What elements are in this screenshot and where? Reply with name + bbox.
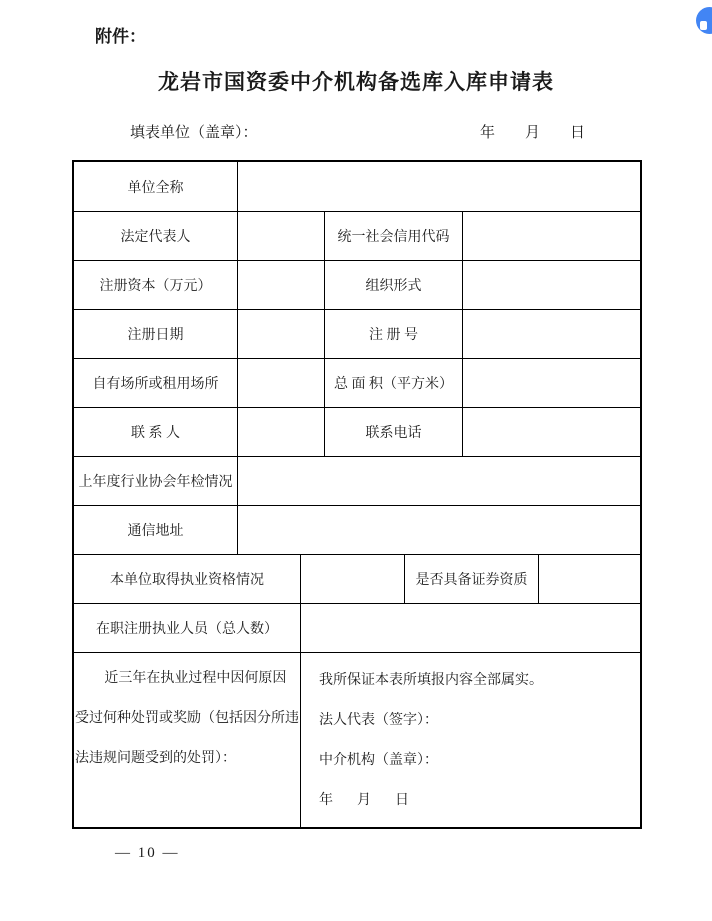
field-value-premises [238,359,325,407]
row-reg-capital [74,261,640,310]
field-label-reg-date: 注册日期 [74,310,238,358]
row-penalty-declaration [74,653,640,827]
field-label-securities-qualification: 是否具备证券资质 [405,555,539,603]
row-premises [74,359,640,408]
page-number: — 10 — [115,845,180,861]
page-title: 龙岩市国资委中介机构备选库入库申请表 [158,70,554,94]
field-label-reg-number: 注 册 号 [325,310,463,358]
year-label: 年 [319,793,333,808]
row-legal-rep [74,212,640,261]
field-label-annual-inspection: 上年度行业协会年检情况 [74,457,238,505]
field-value-reg-number [463,310,640,358]
row-company-name [74,162,640,212]
field-label-contact-person: 联 系 人 [74,408,238,456]
day-label: 日 [569,125,585,141]
declaration-line-truthful: 我所保证本表所填报内容全部属实。 [319,673,543,688]
header-date [480,121,642,142]
row-mailing-address [74,506,640,555]
field-value-company-name [238,162,640,211]
row-qualification [74,555,640,604]
field-label-mailing-address: 通信地址 [74,506,238,554]
field-label-credit-code: 统一社会信用代码 [325,212,463,260]
month-label: 月 [524,125,540,141]
declaration-cell [301,653,640,827]
field-value-total-area [463,359,640,407]
field-label-penalty: 近三年在执业过程中因何原因受过何种处罚或奖励（包括因分所违法违规问题受到的处罚）： [74,653,301,827]
row-contact [74,408,640,457]
field-label-org-form: 组织形式 [325,261,463,309]
field-value-mailing-address [238,506,640,554]
row-registered-staff [74,604,640,653]
field-value-reg-date [238,310,325,358]
field-value-practice-qualification [301,555,405,603]
declaration-date [319,781,640,821]
field-label-premises: 自有场所或租用场所 [74,359,238,407]
field-value-reg-capital [238,261,325,309]
fill-unit-label: 填表单位（盖章）： [130,125,258,141]
field-value-registered-staff [301,604,640,652]
field-label-registered-staff: 在职注册执业人员（总人数） [74,604,301,652]
field-value-org-form [463,261,640,309]
row-reg-date [74,310,640,359]
row-annual-inspection [74,457,640,506]
field-value-legal-rep [238,212,325,260]
field-label-contact-phone: 联系电话 [325,408,463,456]
field-label-company-name: 单位全称 [74,162,238,211]
field-label-total-area: 总 面 积（平方米） [325,359,463,407]
declaration-line-agency-seal: 中介机构（盖章）： [319,753,438,768]
declaration-line-legal-rep-signature: 法人代表（签字）： [319,713,438,728]
attachment-label: 附件： [95,27,146,46]
field-value-annual-inspection [238,457,640,505]
field-value-securities-qualification [539,555,640,603]
month-label: 月 [357,793,371,808]
field-value-contact-phone [463,408,640,456]
field-label-legal-rep: 法定代表人 [74,212,238,260]
floating-action-button[interactable] [696,7,712,34]
field-value-contact-person [238,408,325,456]
application-form-table [72,160,642,829]
day-label: 日 [395,793,409,808]
field-value-credit-code [463,212,640,260]
field-label-practice-qualification: 本单位取得执业资格情况 [74,555,301,603]
floating-action-icon [700,21,707,30]
year-label: 年 [479,125,495,141]
form-subheader [72,121,642,142]
field-label-reg-capital: 注册资本（万元） [74,261,238,309]
